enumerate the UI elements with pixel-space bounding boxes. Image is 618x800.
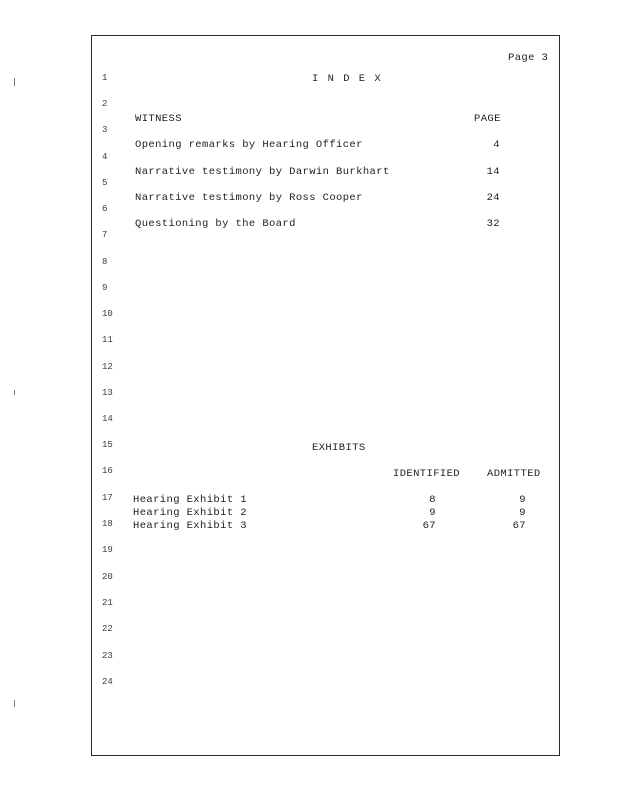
line-number: 3	[102, 125, 108, 135]
witness-entry: Narrative testimony by Darwin Burkhart	[135, 166, 390, 178]
page-column-header: PAGE	[474, 113, 501, 125]
line-number: 14	[102, 414, 113, 424]
line-number: 12	[102, 362, 113, 372]
line-number: 2	[102, 99, 108, 109]
exhibit-name: Hearing Exhibit 2	[133, 507, 247, 519]
identified-column-header: IDENTIFIED	[393, 468, 461, 480]
scan-mark	[14, 78, 15, 86]
exhibits-title: EXHIBITS	[312, 442, 366, 454]
exhibit-name: Hearing Exhibit 3	[133, 520, 247, 532]
exhibit-name: Hearing Exhibit 1	[133, 494, 247, 506]
line-number: 24	[102, 677, 113, 687]
line-number: 8	[102, 257, 108, 267]
witness-entry: Questioning by the Board	[135, 218, 296, 230]
line-number: 22	[102, 624, 113, 634]
line-number: 23	[102, 651, 113, 661]
index-title: I N D E X	[312, 73, 383, 85]
admitted-column-header: ADMITTED	[487, 468, 541, 480]
line-number: 17	[102, 493, 113, 503]
line-number: 18	[102, 519, 113, 529]
witness-entry-page: 14	[486, 166, 500, 178]
exhibit-identified: 9	[429, 507, 436, 519]
exhibit-admitted: 9	[519, 507, 526, 519]
line-number: 7	[102, 230, 108, 240]
line-number: 10	[102, 309, 113, 319]
line-number: 11	[102, 335, 113, 345]
line-number: 20	[102, 572, 113, 582]
page-number-label: Page 3	[508, 52, 549, 64]
line-number: 21	[102, 598, 113, 608]
witness-column-header: WITNESS	[135, 113, 182, 125]
scan-mark	[14, 390, 15, 395]
line-number: 9	[102, 283, 108, 293]
exhibit-identified: 8	[429, 494, 436, 506]
line-number: 19	[102, 545, 113, 555]
witness-entry: Opening remarks by Hearing Officer	[135, 139, 363, 151]
witness-entry-page: 24	[486, 192, 500, 204]
line-number: 4	[102, 152, 108, 162]
line-number: 16	[102, 466, 113, 476]
line-number: 15	[102, 440, 113, 450]
exhibit-admitted: 67	[512, 520, 526, 532]
exhibit-admitted: 9	[519, 494, 526, 506]
line-number: 13	[102, 388, 113, 398]
line-number: 5	[102, 178, 108, 188]
line-number: 6	[102, 204, 108, 214]
witness-entry: Narrative testimony by Ross Cooper	[135, 192, 363, 204]
scan-mark	[14, 700, 15, 707]
line-number: 1	[102, 73, 108, 83]
exhibit-identified: 67	[422, 520, 436, 532]
witness-entry-page: 4	[493, 139, 500, 151]
witness-entry-page: 32	[486, 218, 500, 230]
